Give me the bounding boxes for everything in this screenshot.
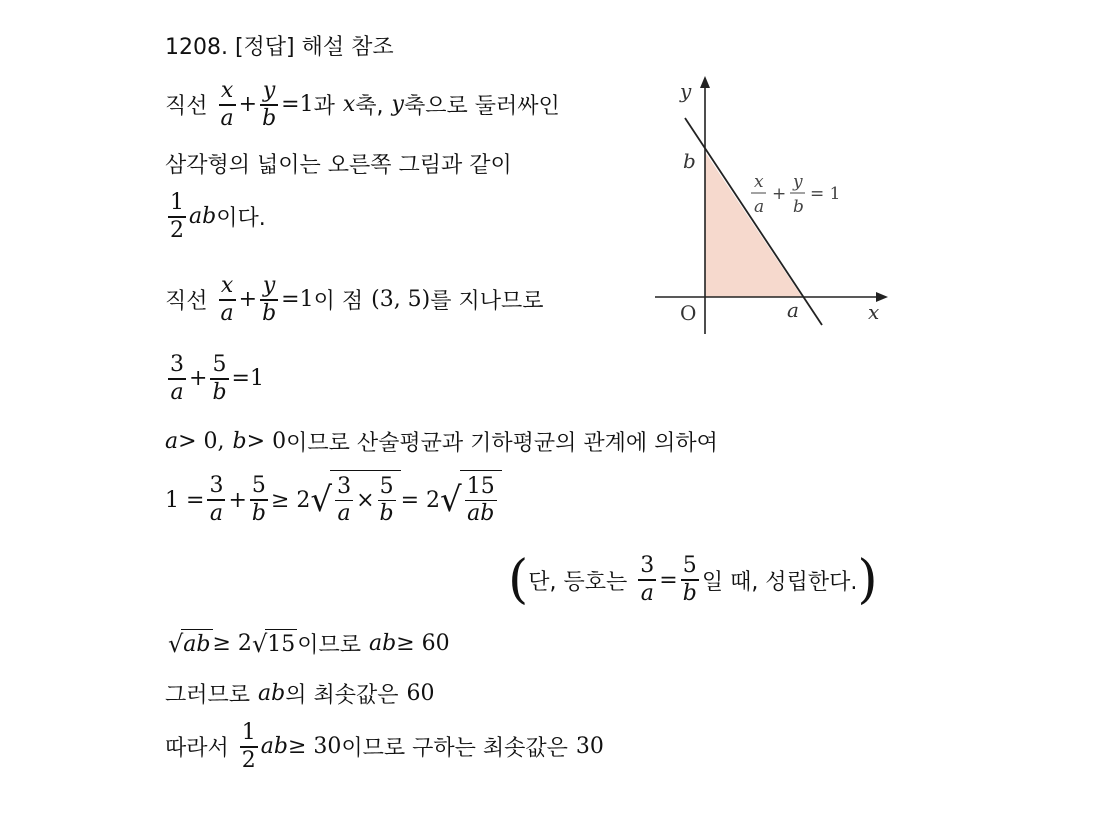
value: 30 (575, 734, 604, 760)
text: 따라서 (165, 736, 229, 762)
text: 이므로 (297, 633, 361, 658)
text: 단, 등호는 (528, 569, 628, 595)
condition: > 0, (178, 429, 225, 454)
condition: > 0 (246, 429, 287, 454)
line-5 (165, 352, 264, 406)
var-y: y (391, 92, 404, 118)
x-axis-label: x (868, 300, 880, 324)
value: 60 (406, 681, 435, 706)
plus-sign: + (189, 366, 208, 392)
equals: = (659, 567, 678, 593)
fraction-3-over-a: $\frac{3}{a}$ (170, 352, 184, 405)
y-axis-label: y (680, 79, 692, 103)
var-ab: ab (258, 681, 286, 706)
var-b: b (232, 429, 247, 454)
geq-two: ≥ 2 (212, 631, 252, 656)
fraction-y-over-b: $\frac{y}{b}$ (262, 78, 277, 131)
b-intercept-label: b (683, 149, 696, 173)
var-ab: ab (189, 204, 217, 230)
var-a: a (165, 429, 179, 454)
lhs: 1 = (165, 487, 205, 513)
text: 이 점 (313, 289, 364, 315)
origin-label: O (680, 301, 697, 325)
line-6 (165, 426, 718, 457)
fraction-x-over-a: $\frac{x}{a}$ (220, 273, 234, 326)
sqrt-15: √ 15 (251, 629, 296, 658)
fraction-x-over-a: $\frac{x}{a}$ (220, 78, 234, 131)
text: 축으로 둘러싸인 (403, 94, 560, 120)
line-9 (168, 628, 450, 659)
svg-text:y: y (793, 172, 803, 192)
plus-sign: + (238, 92, 258, 118)
text: 직선 (165, 94, 208, 120)
line-10 (165, 678, 434, 709)
geq-thirty: ≥ 30 (287, 734, 342, 760)
line-11 (165, 720, 604, 774)
triangle-figure (650, 72, 900, 342)
equals-one: =1 (281, 287, 314, 313)
fraction-3-over-a: $\frac{3}{a}$ (640, 553, 655, 606)
text: 이다. (216, 206, 266, 232)
text: 그러므로 (165, 683, 251, 708)
var-x: x (342, 92, 356, 118)
svg-text:x: x (754, 172, 764, 192)
sqrt-ab: √ ab (168, 629, 211, 658)
text: 과 (313, 94, 335, 120)
fraction-5-over-b: $\frac{5}{b}$ (251, 473, 266, 526)
text: 일 때, 성립한다. (701, 569, 858, 595)
sqrt-15-over-ab: √ $\frac{15}{ab}$ (440, 470, 502, 530)
point: (3, 5) (371, 287, 431, 313)
fraction-5-over-b: $\frac{5}{b}$ (212, 352, 227, 405)
geq-two: ≥ 2 (270, 487, 311, 513)
a-intercept-label: a (787, 298, 799, 322)
line-1 (165, 78, 560, 132)
text: 직선 (165, 289, 208, 315)
text: 축, (355, 94, 384, 120)
fraction-one-half: $\frac{1}{2}$ (170, 190, 184, 243)
var-ab: ab (260, 734, 288, 760)
svg-text:+: + (772, 184, 787, 204)
y-axis-arrow-icon (700, 76, 710, 88)
line-4 (165, 273, 544, 327)
problem-title: 1208. [정답] 해설 참조 (165, 35, 394, 60)
sqrt-product: √ $\frac{3}{a}$ × $\frac{5}{b}$ (310, 470, 400, 530)
geq-sixty: ≥ 60 (396, 631, 450, 656)
line-7 (165, 470, 502, 530)
line-3 (165, 190, 266, 244)
equals-one: =1 (231, 366, 264, 392)
text: 이므로 구하는 최솟값은 (341, 736, 568, 762)
fraction-5-over-b: $\frac{5}{b}$ (682, 553, 697, 606)
plus-sign: + (238, 287, 258, 313)
text: 이므로 산술평균과 기하평균의 관계에 의하여 (286, 431, 718, 456)
svg-text:= 1: = 1 (810, 184, 841, 204)
fraction-3-over-a: $\frac{3}{a}$ (209, 473, 224, 526)
text: 를 지나므로 (430, 289, 544, 315)
fraction-one-half: $\frac{1}{2}$ (241, 720, 256, 773)
text: 의 최솟값은 (285, 683, 399, 708)
line-equation-label (751, 172, 840, 217)
plus-sign: + (228, 487, 247, 513)
var-ab: ab (369, 631, 397, 656)
line-8: ( 단, 등호는 $\frac{3}{a}$ = $\frac{5}{b}$ 일 때, 성립한다. ) (508, 550, 878, 610)
fraction-y-over-b: $\frac{y}{b}$ (262, 273, 277, 326)
svg-text:a: a (754, 197, 765, 217)
equals-one: =1 (281, 92, 314, 118)
svg-text:b: b (793, 197, 804, 217)
equals-two: = 2 (400, 487, 441, 513)
line-2: 삼각형의 넓이는 오른쪽 그림과 같이 (165, 153, 512, 178)
